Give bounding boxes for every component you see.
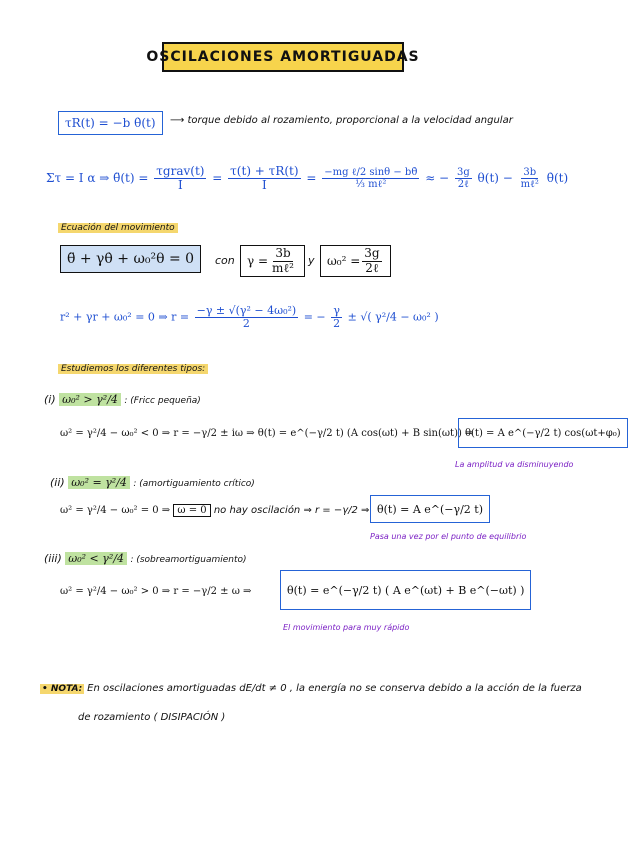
omega0-den: 2ℓ (365, 260, 379, 275)
case3-header (44, 552, 247, 565)
case3-tag: : (sobreamortiguamiento) (130, 555, 247, 565)
case1-tag: : (Fricc pequeña) (124, 396, 201, 406)
omega0-lhs: ω₀² = (327, 254, 361, 268)
gamma-num: 3b (275, 246, 291, 261)
arrow-icon: ⟶ (170, 115, 188, 126)
case1-result: θ(t) = A e^(−γ/2 t) cos(ωt+φ₀) (465, 427, 621, 439)
case2-tag: : (amortiguamiento crítico) (133, 479, 255, 489)
case2-header (50, 476, 255, 489)
motion-equation: θ̈ + γθ̇ + ω₀²θ = 0 (67, 251, 195, 267)
characteristic-equation (60, 305, 439, 330)
eq2-mid: θ(t) − (477, 171, 513, 186)
eq2-lhs: Στ = I α ⇒ θ̈(t) = (46, 171, 149, 186)
case3-derivation: ω² = γ²/4 − ω₀² > 0 ⇒ r = −γ/2 ± ω ⇒ (60, 586, 252, 597)
case3-result: θ(t) = e^(−γ/2 t) ( A e^(ωt) + B e^(−ωt) ) (287, 583, 525, 597)
gamma-definition-box (240, 245, 305, 277)
newton-rotation-equation (46, 165, 568, 192)
nota-text-2: de rozamiento ( DISIPACIÓN ) (78, 712, 226, 723)
case2-derivation: ω² = γ²/4 − ω₀² = 0 ⇒ (60, 505, 171, 516)
friction-torque-formula: τR(t) = −b θ̇(t) (65, 116, 156, 130)
char-eq-gamma-den: 2 (333, 317, 341, 331)
case2-derivation-row (60, 505, 369, 516)
frac2-den: I (261, 178, 267, 193)
friction-torque-box (58, 111, 163, 135)
case2-result: θ(t) = A e^(−γ/2 t) (377, 502, 483, 516)
y-label: y (308, 254, 315, 267)
nota-row (40, 683, 582, 694)
eq2-tail: θ̇(t) (546, 171, 569, 186)
case1-result-box (458, 418, 628, 448)
frac3-den: ⅓ mℓ² (355, 179, 387, 191)
friction-torque-note (170, 115, 513, 126)
eq2-equals-2: = (306, 171, 317, 186)
char-eq-rhs: = − (303, 310, 326, 324)
case1-condition: ω₀² > γ²/4 (59, 393, 121, 406)
frac2-num: τ(t) + τR(t) (230, 164, 299, 178)
case2-note: Pasa una vez por el punto de equilibrio (370, 532, 527, 541)
char-eq-num: −γ ± √(γ² − 4ω₀²) (196, 304, 297, 317)
frac4-den: 2ℓ (457, 179, 469, 191)
case3-condition: ω₀² < γ²/4 (65, 552, 127, 565)
char-eq-den: 2 (242, 317, 250, 331)
frac5-num: 3b (523, 167, 537, 179)
eq2-equals-1: = (212, 171, 223, 186)
section-motion-heading: Ecuación del movimiento (58, 223, 178, 233)
frac1-den: I (177, 178, 183, 193)
gamma-lhs: γ = (247, 254, 269, 268)
case1-derivation: ω² = γ²/4 − ω₀² < 0 ⇒ r = −γ/2 ± iω ⇒ θ(t) = e^(−γ/2 t) (A cos(ωt) + B sin(ωt)) ⇒ (60, 428, 474, 439)
case2-label: (ii) (50, 476, 65, 489)
friction-torque-text: torque debido al rozamiento, proporcional a la velocidad angular (187, 115, 513, 126)
char-eq-lhs: r² + γr + ω₀² = 0 ⇒ r = (60, 310, 190, 324)
case2-mid: no hay oscilación ⇒ r = −γ/2 ⇒ (213, 505, 370, 516)
omega0-definition-box (320, 245, 391, 277)
case3-result-box (280, 570, 531, 610)
frac4-num: 3g (456, 167, 470, 179)
char-eq-root: ± √( γ²/4 − ω₀² ) (347, 310, 439, 324)
nota-text-1: En oscilaciones amortiguadas dE/dt ≠ 0 , la energía no se conserva debido a la acción de la fuerza (87, 683, 582, 694)
motion-equation-box (60, 245, 201, 273)
frac3-num: −mg ℓ/2 sinθ − bθ̇ (324, 167, 418, 179)
char-eq-gamma-num: γ (333, 304, 340, 317)
case3-note: El movimiento para muy rápido (283, 623, 410, 632)
case3-label: (iii) (44, 552, 62, 565)
con-label: con (215, 254, 235, 267)
case2-boxed-omega: ω = 0 (173, 504, 210, 517)
case1-label: (i) (44, 393, 56, 406)
frac1-num: τgrav(t) (156, 164, 205, 178)
case2-result-box (370, 495, 490, 523)
section-cases-heading: Estudiemos los diferentes tipos: (58, 364, 208, 374)
omega0-num: 3g (364, 246, 380, 261)
frac5-den: mℓ² (520, 179, 539, 191)
nota-label: • NOTA: (42, 684, 83, 694)
gamma-den: mℓ² (272, 260, 294, 275)
case1-header (44, 393, 201, 406)
eq2-approx: ≈ − (425, 171, 450, 186)
case1-note: La amplitud va disminuyendo (455, 460, 574, 469)
page-title: OSCILACIONES AMORTIGUADAS (162, 42, 404, 72)
case2-condition: ω₀² = γ²/4 (68, 476, 130, 489)
